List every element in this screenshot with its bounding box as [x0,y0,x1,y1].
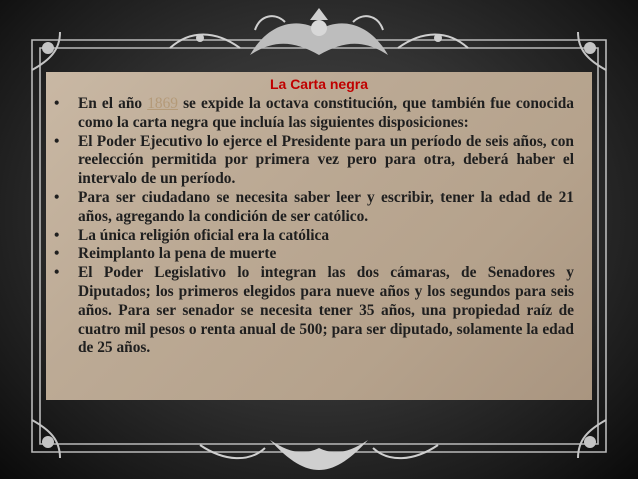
item-text: La única religión oficial era la católica [78,226,330,244]
bullet-icon: • [54,245,60,263]
list-item [54,227,574,246]
list-item [54,95,574,133]
item-text-before: En el año [78,95,148,112]
bullet-list [54,95,574,358]
bullet-icon: • [54,132,60,150]
bullet-icon: • [54,264,60,282]
year-link[interactable]: 1869 [147,95,178,112]
slide-title: La Carta negra [269,76,369,92]
list-item [54,245,574,264]
list-item [54,133,574,189]
item-text: Reimplanto la pena de muerte [78,245,277,263]
list-item [54,189,574,227]
bullet-icon: • [54,95,60,112]
item-text-after: se expide la octava constitución, que también fue conocida como la carta negra que incluía las siguientes disposiciones: [78,95,574,131]
item-text: Para ser ciudadano se necesita saber leer y escribir, tener la edad de 21 años, agregando la condición de ser católico. [78,188,574,225]
bullet-icon: • [54,226,60,244]
list-item [54,264,574,358]
item-text: El Poder Legislativo lo integran las dos cámaras, de Senadores y Diputados; los primeros elegidos para nueve años y los segundos para seis años. Para ser senador se necesita tener 35 años, una propiedad raíz de cuatro mil pesos o renta anual de 500; para ser diputado, solamente la edad de 25 años. [78,264,574,357]
item-text: El Poder Ejecutivo lo ejerce el Presidente para un período de seis años, con reelección permitida por primera vez pero para otra, deberá haber el intervalo de un período. [78,132,574,188]
bullet-icon: • [54,188,60,206]
corner-top-left-icon [32,32,60,70]
corner-top-right-icon [578,32,606,70]
